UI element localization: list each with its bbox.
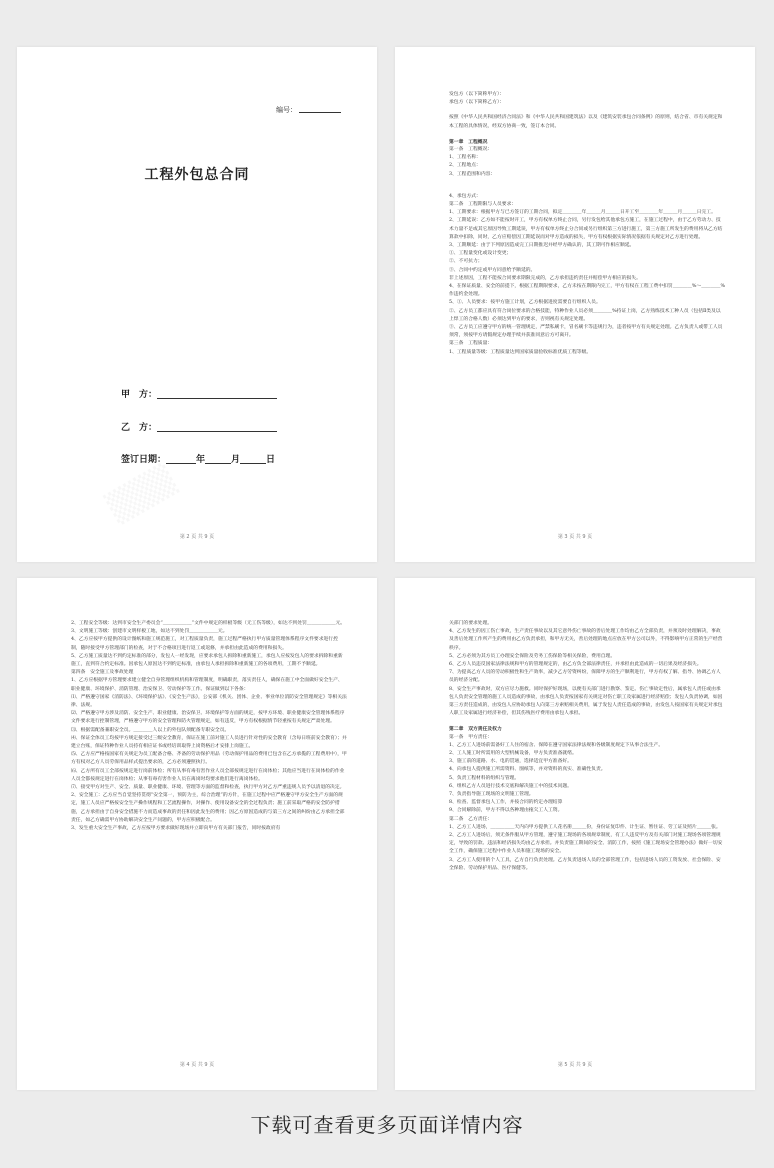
paragraph-line: 第一章 工程概况 — [449, 138, 488, 145]
paragraph-line: 按照《中华人民共和国经济合同法》和《中华人民共和国建筑法》以及《建筑安装承包合同条例》的原则，结合省、市有关规定和本工程的具体情况，经双方协商一致，签订本合同。 — [449, 115, 723, 129]
party-b-line — [157, 431, 277, 432]
day-line — [240, 463, 266, 464]
paragraph-line: 5、负责工程材料的组织与管理。 — [449, 775, 520, 781]
paragraph-line: 4、承包方式： — [449, 193, 481, 199]
paragraph-line: 6、乙方人员违反国家法律法规和甲方的管理规定的，由乙方负全部法律责任，并承担由此造成的一切后果及经济损失。 — [449, 662, 702, 668]
paragraph-line: 5、乙方必须为其方员工办理安全保险及劳务工伤保险等相关保险，费用自理。 — [449, 653, 616, 659]
sign-date-label: 签订日期： — [121, 455, 167, 465]
paragraph-line: 第一条 工程概况： — [449, 147, 493, 153]
paragraph-line: 第三条 工程质量： — [449, 341, 493, 347]
page-footer: 第 5 页 共 9 页 — [557, 1062, 593, 1068]
paragraph-line: 1、工程质量等级：工程质量达到国家质量验收标准优质工程等级。 — [449, 349, 592, 355]
paragraph-line: 8、安全生产事故时，双方应尽力施救。同时保护好现场，以便有关部门进行勘察、鉴定。伤亡事故定性后，属承包人责任或由承包人负责安全管理的施工人员造成的事故，由承包人负责按国家有关规定对伤亡职工及家属进行经济赔偿；发包人负责协调，如因第三方责任造成的，由发包人应协助承包人向第三方索赔相关费用，属于发包人责任造成的事故，由发包人按国家有关规定对承包人职工及家属进行经济补偿，但其伤残医疗费用由承包人承担。 — [449, 686, 723, 717]
paragraph-line: 4、向承包人提供施工所需资料、图纸等，并对资料的真实、准确性负责。 — [449, 767, 606, 773]
paragraph-line: 3、乙方工人使用的个人工具，乙方自行负责处理。乙方负责进场人员的全部管理工作，包括进场人员的工资发放、社会保险、安全保险、劳动保护用品、医疗保健等。 — [449, 857, 721, 871]
page-4-body — [449, 620, 725, 873]
paragraph-line: ③、合同中约定或甲方同意给予顺延的。 — [449, 267, 536, 273]
paragraph-line: ①、工程量变化或设计变更； — [449, 251, 512, 257]
paragraph-line: 1、工程名称： — [449, 155, 481, 161]
paragraph-line: 3、施工前的道路、水、电的贯通，选择适宜甲方准备好。 — [449, 759, 572, 765]
day-label: 日 — [266, 455, 276, 465]
paragraph-line: ⑸、乙方应严格按国家有关规定为员工配备合格、齐备的劳动保护用品（劳动保护用品的费用已包含在乙方承揽的工程费用中），甲方有权对乙方人员劳保用品样式提出要求的，乙方必须遵照执行。 — [71, 752, 347, 766]
paragraph-line: 3、发生重大安全生产事故，乙方应按甲方要求做好现场并立即向甲方有关部门报告，同时按政府有 — [71, 826, 281, 832]
paragraph-line: 5、乙方施工质量达不到约定标准的部分，发包人一经发现，应要求承包人拆除和重新施工，承包人应按发包人的要求拆除和重新施工，直到符合约定标准。因承包人原因达不到约定标准，由承包人承担拆除和重新施工的各项费用，工期不予顺延。 — [71, 653, 343, 668]
paragraph-line: 2、工程安全等级：达到市安全生产委员会“＿＿＿＿＿＿”文件中规定的样板等级（无工伤等级），如达不到处罚＿＿＿＿＿＿元。 — [71, 621, 346, 626]
paragraph-line: ②、乙方员工都应具有符合岗位要求的合格技能，特种作业人员必须＿＿＿＿%持证上岗，乙方熟练技术工种人员（包括Ⅱ类及以上焊工的合格人数）必须达到甲方的要求，否则视有关规定处理。 — [449, 308, 721, 322]
paragraph-line: 2、安全施工：乙方应当自觉坚持贯彻“安全第一，预防为主，综合治理”的方针，在施工过程中应严格遵守甲方安全生产方面的规定，施工人员应严格按安全生产操作规程和工艺流程操作，对操作、使用设备安全的全过程负责；施工前采取严格的安全防护措施，乙方承担由于自身安全措施不力而造成事故的责任和因此发生的费用；因乙方原因造成的与第三方之间的纠纷由乙方承担全部责任，如乙方确需甲方协助解决安全生产问题的，甲方应积极配合。 — [71, 793, 345, 823]
paragraph-line: 发包方（以下简称甲方）： — [449, 92, 505, 97]
document-page-4 — [395, 578, 755, 1090]
paragraph-line: 7、为提高乙方人员的劳动积极性和生产效率，减少乙方劳资纠纷，保障甲方的生产顺利进行，甲方有权了解、指导、协调乙方人员的经济分配。 — [449, 670, 721, 684]
paragraph-line: ⑵、严格遵守甲方涉及消防、安全生产、职业健康、治安保卫、环境保护等方面的规定，按甲方环境、职业健康安全管理体系程序文件要求进行控制管理，严格遵守甲方的安全管理和防火管理规定，如有违反，甲方有权根据情节轻重按有关规定严肃处理。 — [71, 711, 345, 725]
party-b-field — [121, 420, 277, 433]
paragraph-line: 2、乙方工人进场后，须无条件服从甲方管理，遵守施工现场的各项规章制度，有工人违反甲方及有关部门对施工现场各项管理规定，导致的罚款、违法和经济损失均由乙方承担。并负责施工期间的安全、消防工作，按照《施工现场安全管理办法》做好一切安全工作，确保施工过程中作业人员和施工现场的安全。 — [449, 833, 723, 855]
month-line — [205, 463, 231, 464]
page-3-body — [71, 620, 347, 833]
paragraph-line — [449, 107, 725, 114]
paragraph-line: ⑺、接受甲方对生产、安全、质量、职业健康、环境、管理等方面的监督和检查，执行甲方对乙方严重违规人员予以清退的决定。 — [71, 785, 345, 791]
page-footer: 第 4 页 共 9 页 — [179, 1062, 215, 1068]
contract-number-field — [276, 105, 341, 115]
month-label: 月 — [231, 455, 241, 465]
document-page-2 — [395, 47, 755, 562]
paragraph-line: 9、合同解除前，甲方不得以各种理由拖欠工人工资。 — [449, 808, 563, 814]
paragraph-line: 承包方（以下简称乙方）： — [449, 100, 505, 106]
paragraph-line: 4、乙方应按甲方提供的设计图纸和施工规范施工，对工程质量负责，施工过程严格执行甲方质量管理体系程序文件要求进行控制，随时接受甲方管理部门的检查，对于不合格项目进行返工或返修，并承担由此造成的费用和损失。 — [71, 637, 338, 651]
page-2-body — [449, 91, 725, 357]
paragraph-line: 3、文明施工等级：创建市文明样板工地，如达不到处罚＿＿＿＿＿＿元。 — [71, 629, 228, 635]
paragraph-line — [449, 186, 725, 193]
paragraph-line: 2、工程地点： — [449, 163, 481, 169]
paragraph-line: 3、工程范围和内容： — [449, 171, 496, 177]
page-footer: 第 2 页 共 9 页 — [179, 534, 215, 540]
party-b-label: 乙 方： — [121, 423, 158, 433]
paragraph-line — [449, 179, 725, 186]
paragraph-line: 第二章 双方责任及权力 — [449, 726, 502, 733]
paragraph-line: 7、负责指导施工现场的文明施工管理。 — [449, 792, 534, 798]
contract-title: 工程外包总合同 — [144, 167, 250, 183]
contract-number-line — [299, 112, 341, 113]
paragraph-line: 4、在保证质量、安全的前提下，根据工程期限要求，乙方未按在期限内完工，甲方有权在工程工费中扣罚＿＿＿＿%～＿＿＿＿%作违约金处理。 — [449, 284, 726, 298]
document-page-3 — [17, 578, 377, 1090]
paragraph-line: 1、工期要求：根据甲方与已方签订的工期合同，拟定＿＿＿＿年＿＿＿月＿＿＿日开工至＿＿＿＿年＿＿＿月＿＿＿日完工。 — [449, 210, 716, 216]
paragraph-line: ⑶、根据需配备兼职安全员。＿＿＿＿人以上的外包队须配备专职安全员。 — [71, 727, 230, 733]
paragraph-line: 4、乙方发生的因工伤亡事故，生产责任事故以及其它意外伤亡事故的善后处理工作均由乙方全部负责，并须及时处理解决，事故及善后处理工作所产生的费用由乙方负责承担，和甲方无关，善后处理的地点应放在甲方公司以外，不得影响甲方正常的生产经营秩序。 — [449, 629, 723, 651]
paragraph-line — [449, 718, 725, 725]
document-page-cover — [17, 47, 377, 562]
sign-date-field — [121, 452, 275, 465]
paragraph-line: 第二条 工程期限与人员要求： — [449, 202, 517, 208]
contract-number-label: 编号： — [276, 106, 297, 114]
paragraph-line: 第一条 甲方责任： — [449, 734, 493, 740]
party-a-field — [121, 387, 277, 400]
paragraph-line: 2、工人施工时所需用的大型机械设备，甲方负责准备就绪。 — [449, 751, 577, 757]
paragraph-line: ⑷、保证全体员工均按甲方规定接受过三级安全教育，保证在施工前对施工人员进行针对性的安全教育（含每日班前安全教育）；并建立台账，保证特种作业人员持有相应证书或经培训取得上岗资格后才安排上岗施工。 — [71, 735, 347, 750]
paragraph-line: 2、工期延误：乙方如不能按时开工，甲方有权单方终止合同，另行发包给其他承包方施工，在施工过程中，由于乙方劳动力、技术力量不足或其它原因导致工期延误，甲方有权单方终止分合同或另行组织第三方进行施工，第三方施工所发生的费用将从乙方结算款中扣除，同时，乙方应赔偿因工期延误而对甲方造成的损失，甲方有权根据实际情况依据有关规定对乙方进行处理。 — [449, 218, 723, 240]
party-a-line — [157, 398, 277, 399]
paragraph-line: ②、不可抗力； — [449, 259, 483, 265]
paragraph-line: 6、组织乙方人员进行技术交底和解决施工中的技术问题。 — [449, 783, 572, 789]
paragraph-line: 1、乙方工人进场，＿＿＿＿＿天内向甲方提供工人花名册＿＿＿份，身份证复印件、计生证、暂住证、劳工证及照片＿＿＿张。 — [449, 824, 721, 830]
paragraph-line: 1、乙方工人进场前需备好工人住的宿舍、保障在遵守国家法律法规和各级制度规定下从事合法生产。 — [449, 742, 664, 748]
page-footer: 第 3 页 共 9 页 — [557, 534, 593, 540]
paragraph-line: ⑹、乙方所有员工全部按规定进行岗前体检；所有从事有毒有害作业人员全部按规定进行在岗体检；其他应当进行在岗体检的作业人员全都按规定进行在岗体检；从事有毒有害作业人员在离岗时均要求他们进行离岗体检。 — [71, 768, 345, 782]
paragraph-line — [449, 131, 725, 138]
year-line — [166, 463, 196, 464]
watermark — [103, 462, 180, 527]
paragraph-line: 3、工期顺延：由于下列原因造成完工日期推迟并经甲方确认的，其工期可作相应顺延。 — [449, 243, 635, 249]
download-caption[interactable]: 下载可查看更多页面详情内容 — [250, 1113, 524, 1137]
paragraph-line: 1、乙方应根据甲方管理要求建立健全自身管理组织机构和管理制度，明确职责，落实责任人，确保在施工中全面做好安全生产、职业健康、环境保护、消防管理、治安保卫、劳动保护等工作。保证做到以下各条： — [71, 678, 343, 692]
paragraph-line: 第四条 安全施工及事故处理 — [71, 670, 134, 676]
paragraph-line: 8、检查、监督承包人工作，并按合同的约定办理结算 — [449, 800, 563, 806]
paragraph-line: 第二条 乙方责任： — [449, 816, 493, 822]
paragraph-line: 关部门的要求处理。 — [449, 621, 493, 626]
year-label: 年 — [196, 455, 206, 465]
paragraph-line: ③、乙方员工应遵守甲方的统一管理规定，严禁私刷卡，冒名刷卡等违规行为，违者按甲方有关规定处理。乙方负责人或带工人员须常，须按甲方请假规定办理手续并获准同意后方可离开。 — [449, 325, 723, 339]
paragraph-line: 非上述原因，工程不能按合同要求期限完成的，乙方承担违约责任并赔偿甲方相应的损失。 — [449, 275, 641, 281]
paragraph-line: 5、①、人员要求：按甲方施工计划，乙方根据进度需要自行组织人员。 — [449, 300, 601, 306]
paragraph-line: ⑴、严格遵守国家《消防法》、《环境保护法》、《安全生产法》，公安部《机关、团体、企业、事业单位消防安全管理规定》等相关法律、法规。 — [71, 694, 347, 709]
party-a-label: 甲 方： — [121, 390, 158, 400]
